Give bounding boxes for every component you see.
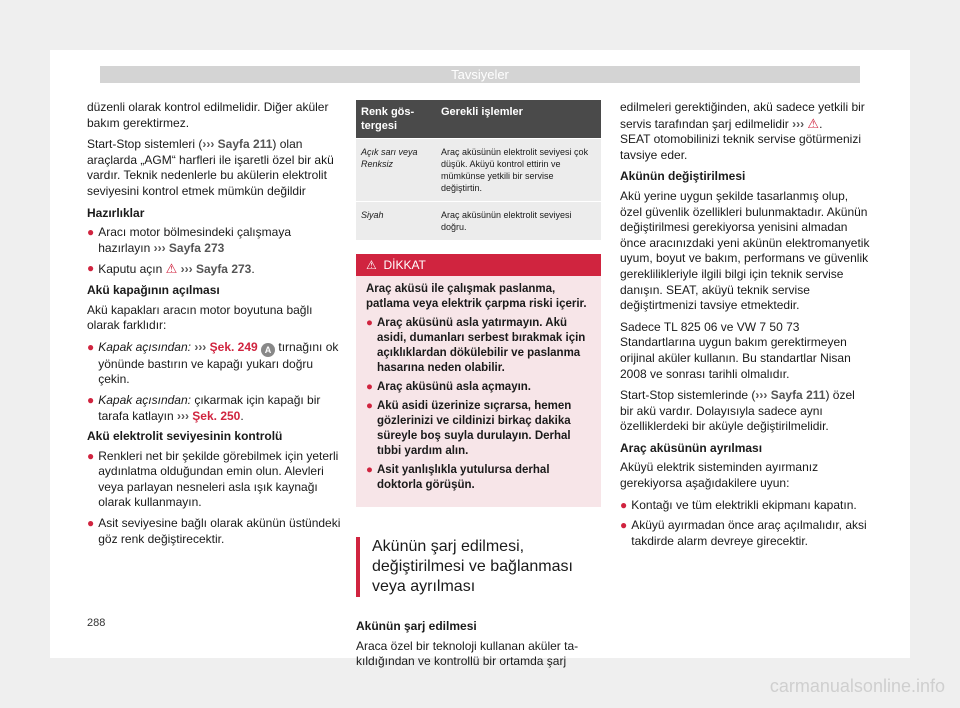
text: Aracı motor bölmesindeki çalışmaya hazırlayın xyxy=(98,225,291,255)
heading-preparations: Hazırlıklar xyxy=(87,205,145,220)
text: Kapak açısından: xyxy=(98,392,191,407)
list-item-text xyxy=(98,261,254,278)
table-header-row xyxy=(356,100,601,139)
list-item xyxy=(366,399,591,459)
bullet-icon: ● xyxy=(87,339,95,354)
ref-arrow: ››› xyxy=(792,116,805,131)
heading-charging: Akünün şarj edilmesi xyxy=(356,619,477,633)
column-3 xyxy=(620,100,870,554)
list-item-text: Asit seviyesine bağlı olarak akünün üstündeki göz renk değiştirecektir. xyxy=(98,516,341,546)
text: SEAT otomobilinizi teknik servise götürmenizi tavsiye eder. xyxy=(620,132,861,162)
paragraph: Akü kapakları aracın motor boyutuna bağlı olarak farklıdır: xyxy=(87,302,313,333)
bullet-icon: ● xyxy=(620,518,628,533)
text: . xyxy=(251,262,255,277)
bullet-icon: ● xyxy=(620,497,628,512)
list-item-text: Kontağı ve tüm elektrikli ekipmanı kapatın. xyxy=(631,497,857,512)
bullet-icon: ● xyxy=(366,381,373,393)
list-item-text: Akü asidi üzerinize sıçrarsa, hemen gözlerinizi ve cildinizi birkaç dakika süreyle boş suyla durulayın. Derhal tıbbi yardım alın. xyxy=(376,400,572,457)
list-item-text xyxy=(98,225,342,256)
bullet-icon: ● xyxy=(366,400,373,412)
table-header: Renk gös-tergesi xyxy=(356,100,436,139)
bullet-icon: ● xyxy=(366,317,373,329)
warning-triangle-icon: ⚠ xyxy=(366,258,377,272)
bullet-icon: ● xyxy=(87,225,95,240)
table-cell: Açık sarı veya Renksiz xyxy=(356,139,436,202)
bullet-icon: ● xyxy=(87,448,95,463)
bullet-icon: ● xyxy=(87,392,95,407)
paragraph xyxy=(620,100,870,163)
bullet-icon: ● xyxy=(87,516,95,531)
heading-electrolyte-check: Akü elektrolit seviyesinin kontrolü xyxy=(87,429,283,444)
text: Start-Stop sistemleri ( xyxy=(87,137,203,152)
warning-box xyxy=(356,254,601,507)
text: edilmeleri gerektiğinden, akü sadece yetkili bir servis tarafından şarj edilmelidir xyxy=(620,100,865,131)
text: Kapak açısından: xyxy=(98,339,191,354)
paragraph xyxy=(87,137,342,199)
list-item-text: Araç aküsünü asla yatırmayın. Akü asidi, dumanları serbest bırakmak için açıklıklardan dökülebilir ve paslanma hasarına neden olabilir. xyxy=(376,317,586,374)
watermark: carmanualsonline.info xyxy=(769,676,945,696)
header-bar xyxy=(100,66,860,83)
table-cell: Araç aküsünün elektrolit seviyesi çok düşük. Aküyü kontrol ettirin ve mümkünse yetkili bir servise değiştirtin. xyxy=(436,139,601,202)
header-title: Tavsiyeler xyxy=(451,67,509,82)
ref-arrow: ››› xyxy=(190,339,210,354)
heading-cover-open: Akü kapağının açılması xyxy=(87,282,220,297)
paragraph: Sadece TL 825 06 ve VW 7 50 73 Standartlarına uygun bakım gerektirmeyen orijinal aküler kullanın. Bu standartlar Nisan 2008 ve sonrası tarihli olmalıdır. xyxy=(620,319,851,381)
text: Start-Stop sistemlerinde ( xyxy=(620,388,756,403)
page-ref-link[interactable]: ››› Sayfa 211 xyxy=(755,388,826,403)
section-heading-box xyxy=(356,537,601,597)
text: Kaputu açın xyxy=(98,262,166,277)
list-item xyxy=(87,516,342,547)
page-number: 288 xyxy=(87,617,106,629)
figure-ref-link[interactable]: Şek. 249 xyxy=(209,339,258,354)
figure-ref-link[interactable]: Şek. 250 xyxy=(192,408,241,423)
section-title: Akünün şarj edilmesi, değiştirilmesi ve bağlanması veya ayrılması xyxy=(372,538,573,595)
list-item xyxy=(87,393,342,424)
text: ) özel bir akü vardır. Dolayısıyla sadece aynı özelliklerdeki bir aküyle değiştirilmelidir. xyxy=(620,388,855,434)
warning-body xyxy=(356,276,601,507)
table-header: Gerekli işlemler xyxy=(436,100,601,139)
list-item-text: Aküyü ayırmadan önce araç açılmalıdır, aksi takdirde alarm devreye girecektir. xyxy=(631,518,867,548)
table-row xyxy=(356,202,601,241)
warning-triangle-icon: ⚠ xyxy=(165,261,178,277)
list-item xyxy=(87,340,342,388)
list-item xyxy=(366,463,591,493)
paragraph: düzenli olarak kontrol edilmelidir. Diğer aküler bakım gerektirmez. xyxy=(87,100,329,130)
list-item xyxy=(87,449,342,511)
text: tırnağını ok yönünde bastırın ve kapağı yukarı doğru çekin. xyxy=(98,339,339,387)
ref-arrow: ››› xyxy=(176,408,193,423)
column-2 xyxy=(356,100,601,676)
list-item xyxy=(620,498,870,514)
paragraph: Araca özel bir teknoloji kullanan aküler ta-kıldığından ve kontrollü bir ortamda şarj xyxy=(356,638,579,669)
table-row xyxy=(356,139,601,202)
list-item-text: Asit yanlışlıkla yutulursa derhal doktorla görüşün. xyxy=(376,464,550,491)
list-item xyxy=(620,518,870,549)
color-indicator-table xyxy=(356,100,601,240)
callout-a-icon: A xyxy=(261,343,275,357)
column-1 xyxy=(87,100,342,552)
bullet-icon: ● xyxy=(87,261,95,276)
text: . xyxy=(240,408,244,423)
table-cell: Araç aküsünün elektrolit seviyesi doğru. xyxy=(436,202,601,241)
heading-replacement: Akünün değiştirilmesi xyxy=(620,169,746,184)
list-item xyxy=(87,261,342,278)
paragraph: Aküyü elektrik sisteminden ayırmanız gerekiyorsa aşağıdakilere uyun: xyxy=(620,460,819,491)
paragraph: Akü yerine uygun şekilde tasarlanmış olup, özel güvenlik özellikleri bulunmaktadır. Akünün değiştirilmesi gerekiyorsa yenisini almadan önce aracınızdaki yeni akünün elektromanyetik uyum, boyut ve bakım, performans ve güvenlik gereklilikleriyle ilgili bilgi için teknik servise danışın. SEAT, aküyü teknik servise değiştirtmenizi tavsiye etmektedir. xyxy=(620,188,870,313)
list-item xyxy=(366,316,591,376)
list-item-text: Araç aküsünü asla açmayın. xyxy=(376,381,532,393)
list-item-text xyxy=(98,340,342,388)
list-item xyxy=(87,225,342,256)
page-ref-link[interactable]: ››› Sayfa 273 xyxy=(153,240,225,255)
page-ref-link[interactable]: ››› Sayfa 273 xyxy=(180,262,252,277)
warning-triangle-icon[interactable]: ⚠ xyxy=(807,115,820,131)
paragraph xyxy=(620,388,870,435)
warning-intro: Araç aküsü ile çalışmak paslanma, patlama veya elektrik çarpma riski içerir. xyxy=(366,283,587,310)
table-cell: Siyah xyxy=(356,202,436,241)
list-item-text xyxy=(98,393,342,424)
page-ref-link[interactable]: ››› Sayfa 211 xyxy=(202,137,273,152)
bullet-icon: ● xyxy=(366,464,373,476)
warning-header xyxy=(356,254,601,276)
list-item xyxy=(366,380,591,395)
text: ) olan araçlarda „AGM“ harfleri ile işaretli özel bir akü vardır. Teknik nedenlerle bu akülerin elektrolit seviyesini kontrol etmek mümkün değildir xyxy=(87,137,334,198)
text: . xyxy=(819,116,823,131)
list-item-text: Renkleri net bir şekilde görebilmek için yeterli aydınlatma olduğundan emin olun. Alevleri veya parlayan nesneleri asla ışık kaynağı olarak kullanmayın. xyxy=(98,448,339,510)
warning-title: DİKKAT xyxy=(383,258,426,272)
text: çıkarmak için kapağı bir tarafa katlayın xyxy=(98,392,321,423)
heading-disconnect: Araç aküsünün ayrılması xyxy=(620,440,763,455)
